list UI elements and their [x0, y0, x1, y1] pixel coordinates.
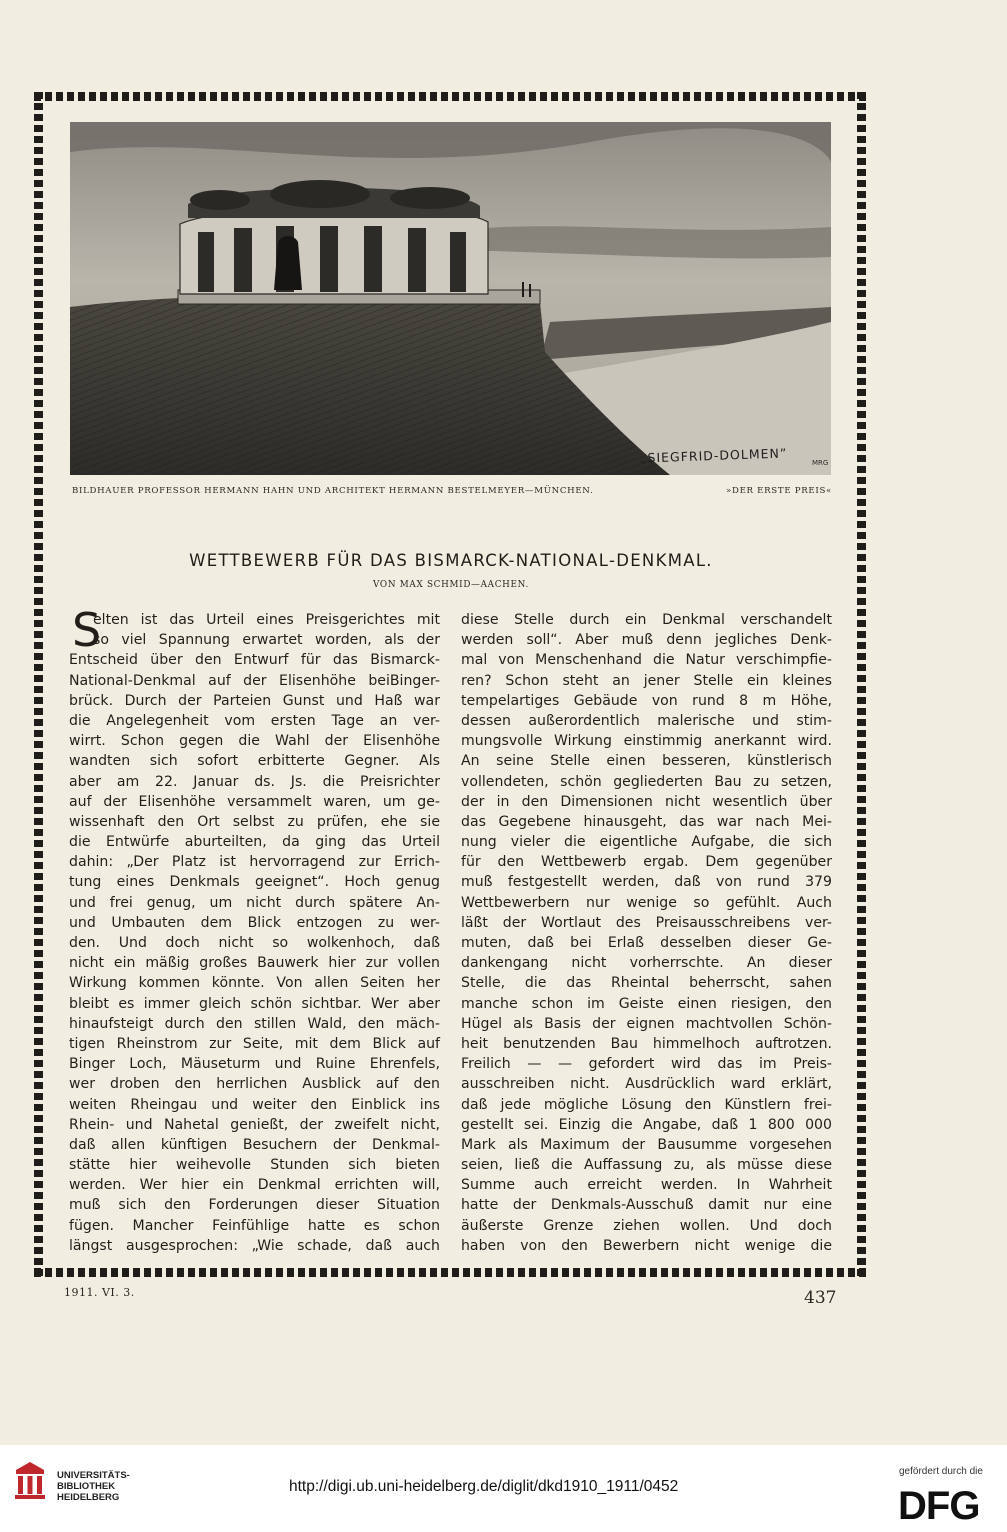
text-line: An seine Stelle einen besseren, künstlerisch	[461, 753, 832, 770]
text-line: fügen. Mancher Feinfühlige hatte es schon	[69, 1217, 440, 1234]
article-byline: VON MAX SCHMID—AACHEN.	[373, 580, 529, 590]
funded-by-note: gefördert durch die	[899, 1466, 983, 1477]
text-line: Entscheid über den Entwurf für das Bismarck-	[69, 652, 440, 669]
text-line: Wirkung kommen könnte. Von allen Seiten her	[69, 975, 440, 992]
caption-prize: »DER ERSTE PREIS«	[726, 486, 832, 496]
text-line: das Gegebene hinausgeht, das war nach Mei-	[461, 813, 832, 830]
library-name	[57, 1470, 130, 1503]
document-url-link[interactable]: http://digi.ub.uni-heidelberg.de/diglit/dkd1910_1911/0452	[289, 1478, 679, 1495]
text-line: National-Denkmal auf der Elisenhöhe beiBinger-	[69, 672, 440, 689]
library-name-line: HEIDELBERG	[57, 1492, 120, 1503]
text-line: heit benutzenden Bau himmelhoch auftrotzen.	[461, 1035, 832, 1052]
text-line: manche schon im Geiste einen riesigen, den	[461, 995, 832, 1012]
text-line: Mark als Maximum der Bausumme vorgesehen	[461, 1136, 832, 1153]
text-line: muten, daß bei Erlaß desselben dieser Ge-	[461, 935, 832, 951]
text-line: diese Stelle durch ein Denkmal verschandelt	[461, 612, 832, 628]
text-line: tigen Rheinstrom zur Seite, mit dem Blick auf	[69, 1035, 440, 1052]
text-line: wirrt. Schon gegen die Wahl der Elisenhöhe	[69, 733, 440, 750]
text-line: äußerste Grenze ziehen wollen. Und doch	[461, 1217, 832, 1234]
text-line: Hügel als Basis der eignen machtvollen Schön-	[461, 1015, 832, 1032]
text-line: läßt der Wortlaut des Preisausschreibens ver-	[461, 914, 832, 931]
text-line: vollendeten, schön gegliederten Bau zu setzen,	[461, 773, 832, 790]
text-column-left	[69, 610, 440, 1256]
text-line: stätte hier weihevolle Stunden sich bieten	[69, 1157, 440, 1174]
text-line: mal von Menschenhand die Natur verschimpfie-	[461, 652, 832, 669]
text-line: daß jede mögliche Lösung den Künstlern frei-	[461, 1096, 832, 1113]
image-caption	[72, 486, 832, 496]
text-line: aber am 22. Januar ds. Js. die Preisrichter	[69, 773, 440, 790]
text-line: den. Und doch nicht so wolkenhoch, daß	[69, 935, 440, 951]
illustration-label: „SIEGFRID-DOLMEN”	[639, 445, 788, 466]
text-line: tempelartiges Gebäude von rund 8 m Höhe,	[461, 692, 832, 709]
text-line: Stelle, die das Rheintal beherrscht, sahen	[461, 975, 832, 992]
article-title: WETTBEWERB FÜR DAS BISMARCK-NATIONAL-DENKMAL.	[189, 551, 713, 570]
text-line: ausschreiben nicht. Ausdrücklich ward erklärt,	[461, 1076, 832, 1093]
text-line: der in den Dimensionen nicht wesentlich über	[461, 793, 832, 810]
text-line: wandten sich sofort erbitterte Gegner. Als	[69, 753, 440, 770]
text-line: für den Wettbewerb ergab. Dem gegenüber	[461, 854, 832, 871]
text-line: längst ausgesprochen: „Wie schade, daß auch	[69, 1237, 440, 1254]
text-line: werden. Wer hier ein Denkmal errichten will,	[69, 1177, 440, 1194]
text-line: die Entwürfe aburteilten, da ging das Urteil	[69, 834, 440, 851]
library-logo-icon	[12, 1458, 48, 1500]
text-line: und Umbauten dem Blick entzogen zu wer-	[69, 914, 440, 931]
text-line: hinaufsteigt durch den stillen Wald, den mäch-	[69, 1015, 440, 1032]
text-line: wissenhaft den Ort selbst zu prüfen, ehe sie	[69, 813, 440, 830]
monument-illustration	[70, 122, 831, 475]
frame-right-border	[857, 92, 866, 1276]
frame-top-border	[34, 92, 866, 101]
frame-left-border	[34, 92, 43, 1276]
text-line: tung eines Denkmals geeignet“. Hoch genug	[69, 874, 440, 891]
text-line: elten ist das Urteil eines Preisgerichtes mit	[93, 612, 440, 628]
text-line: ren? Schon steht an jener Stelle ein kleines	[461, 672, 832, 689]
text-line: muß festgestellt werden, daß von rund 379	[461, 874, 832, 891]
text-line: gestellt sei. Einzig die Angabe, daß 1 800 000	[461, 1116, 832, 1133]
text-line: Rhein- und Nahetal genießt, der zweifelt nicht,	[69, 1116, 440, 1133]
text-line: nung vieler die eigentliche Aufgabe, die sich	[461, 834, 832, 851]
text-line: auf der Elisenhöhe versammelt waren, um ge-	[69, 793, 440, 810]
library-name-line: BIBLIOTHEK	[57, 1481, 116, 1492]
text-line: weiten Rheingau und weiter den Einblick ins	[69, 1096, 440, 1113]
text-line: daß allen künftigen Besuchern der Denkmal-	[69, 1136, 440, 1153]
text-line: dankengang nicht vorherrschte. An dieser	[461, 955, 832, 972]
text-line: dessen außerordentlich malerische und stim-	[461, 712, 832, 729]
text-column-right	[461, 610, 832, 1256]
text-line: dahin: „Der Platz ist hervorragend zur Errich-	[69, 854, 440, 871]
text-line: hatte der Denkmals-Ausschuß damit nur eine	[461, 1197, 832, 1214]
text-line: haben von den Bewerbern nicht wenige die	[461, 1237, 832, 1254]
drop-cap: S	[72, 603, 102, 657]
text-line: so viel Spannung erwartet worden, als der	[93, 632, 440, 649]
artist-monogram: MRG	[812, 459, 829, 467]
text-line: Binger Loch, Mäuseturm und Ruine Ehrenfels,	[69, 1056, 440, 1073]
text-line: mungsvolle Wirkung einstimmig anerkannt wird.	[461, 733, 832, 750]
text-line: wer droben den herrlichen Ausblick auf den	[69, 1076, 440, 1093]
dfg-logo: DFG	[898, 1484, 980, 1528]
page-number: 437	[804, 1288, 837, 1308]
library-name-line: UNIVERSITÄTS-	[57, 1470, 130, 1481]
text-line: Wettbewerbern nur wenige so gefühlt. Auch	[461, 894, 832, 911]
text-line: die Angelegenheit vom ersten Tage an ver-	[69, 712, 440, 729]
text-line: nicht ein mäßig großes Bauwerk hier zur vollen	[69, 955, 440, 972]
text-line: und frei genug, um nicht durch spätere An-	[69, 894, 440, 911]
text-line: Freilich — — gefordert wird das im Preis-	[461, 1056, 832, 1073]
text-line: muß sich den Forderungen dieser Situation	[69, 1197, 440, 1214]
text-line: brück. Durch der Parteien Gunst und Haß war	[69, 692, 440, 709]
text-line: bleibt es immer gleich schön sichtbar. Wer aber	[69, 995, 440, 1012]
issue-number: 1911. VI. 3.	[64, 1286, 135, 1299]
frame-bottom-border	[34, 1268, 866, 1277]
text-line: werden soll“. Aber muß denn jegliches Denk-	[461, 632, 832, 649]
caption-credit: BILDHAUER PROFESSOR HERMANN HAHN UND ARCHITEKT HERMANN BESTELMEYER—MÜNCHEN.	[72, 486, 594, 496]
text-line: seien, ließ die Auffassung zu, als müsse diese	[461, 1157, 832, 1174]
text-line: Summe auch erreicht werden. In Wahrheit	[461, 1177, 832, 1194]
